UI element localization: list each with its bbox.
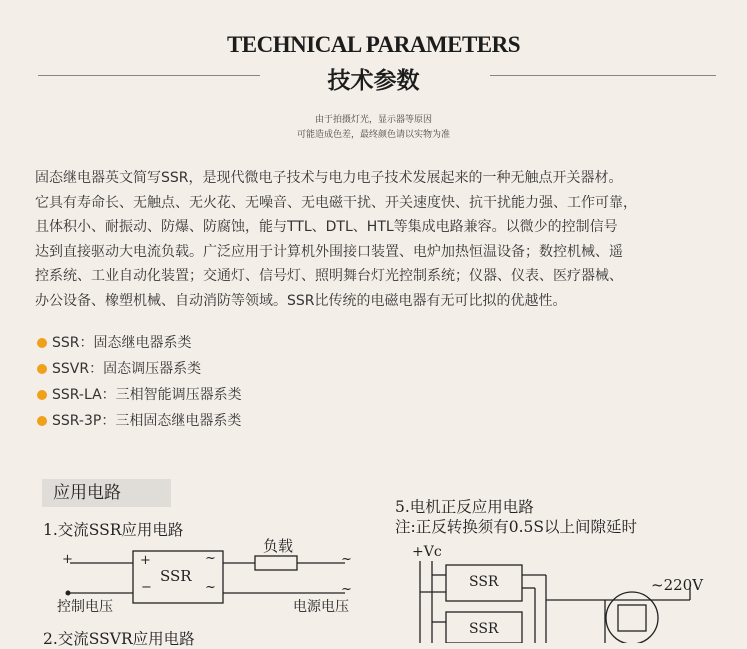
intro-line: 它具有寿命长、无触点、无火花、无噪音、无电磁干扰、开关速度快、抗干扰能力强、工作可靠， [35, 194, 637, 211]
list-item: SSR-LA：三相智能调压器系类 [37, 385, 242, 411]
c1-tilde-bottom: ~ [205, 580, 216, 595]
color-note-line2: 可能造成色差，最终颜色请以实物为准 [296, 130, 450, 140]
page-title-en: TECHNICAL PARAMETERS [226, 32, 521, 57]
intro-line: 办公设备、橡塑机械、自动消防等领域。SSR比传统的电磁电器有无可比拟的优越性。 [35, 292, 567, 309]
c1-load-label: 负载 [263, 537, 294, 555]
color-note-line1: 由于拍摄灯光，显示器等原因 [314, 115, 432, 125]
c1-source-tilde-bottom: ~ [341, 582, 352, 597]
list-item: SSR-3P：三相固态继电器系类 [37, 411, 242, 437]
c1-plus-in: + [62, 552, 73, 567]
intro-line: 固态继电器英文简写SSR，是现代微电子技术与电力电子技术发展起来的一种无触点开关器材。 [35, 170, 623, 186]
list-item: SSVR：固态调压器系类 [37, 359, 242, 385]
c1-control-voltage-label: 控制电压 [57, 599, 113, 615]
c5-voltage-label: ~220V [651, 576, 704, 594]
c1-plus-terminal: + [140, 553, 151, 568]
intro-line: 达到直接驱动大电流负载。广泛应用于计算机外围接口装置、电炉加热恒温设备；数控机械、遥 [35, 243, 623, 260]
section-title-application-circuits: 应用电路 [42, 479, 171, 507]
intro-line: 控系统、工业自动化装置；交通灯、信号灯、照明舞台灯光控制系统；仪器、仪表、医疗器械、 [35, 268, 623, 284]
load-resistor [255, 556, 297, 570]
list-item: SSR：固态继电器系类 [37, 333, 242, 359]
c1-minus-terminal: − [141, 580, 152, 595]
page-title-cn: 技术参数 [327, 68, 420, 94]
c1-ssr-label: SSR [160, 567, 192, 585]
c1-tilde-top: ~ [205, 551, 216, 566]
c5-ssr2-label: SSR [469, 621, 499, 637]
circuit1-caption: 1.交流SSR应用电路 [43, 521, 184, 539]
c1-source-tilde-top: ~ [341, 552, 352, 567]
intro-line: 且体积小、耐振动、防爆、防腐蚀，能与TTL、DTL、HTL等集成电路兼容。以微少的控制信号 [35, 219, 618, 235]
c5-vc-label: +Vc [412, 544, 442, 560]
circuit5-caption: 5.电机正反应用电路 [395, 498, 534, 516]
circuit5-note: 注:正反转换须有0.5S以上间隙延时 [395, 518, 637, 536]
circuit2-caption: 2.交流SSVR应用电路 [43, 630, 195, 648]
c1-source-voltage-label: 电源电压 [293, 599, 349, 615]
c5-ssr1-label: SSR [469, 574, 499, 590]
